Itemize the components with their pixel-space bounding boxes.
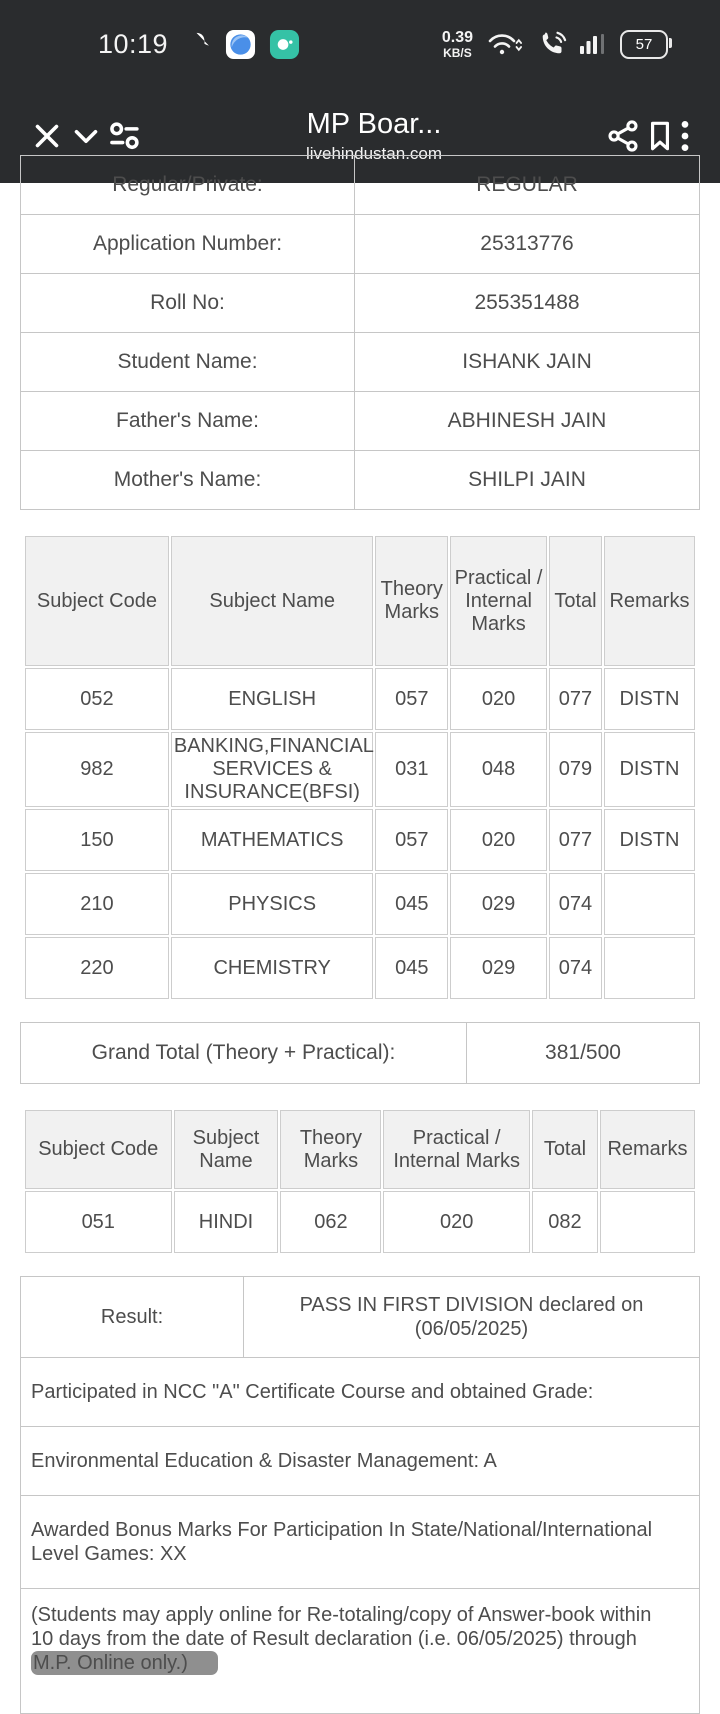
network-speed-unit: KB/S	[443, 45, 472, 60]
network-speed-value: 0.39	[441, 28, 473, 46]
note-bonus-marks: Awarded Bonus Marks For Participation In State/National/International Level Games: XX	[21, 1496, 700, 1589]
practical-marks: 020	[450, 668, 547, 730]
practical-marks: 029	[450, 873, 547, 935]
total-marks: 077	[549, 809, 602, 871]
theory-marks: 057	[375, 668, 448, 730]
column-header: Theory Marks	[280, 1110, 381, 1189]
field-label: Student Name:	[21, 333, 355, 392]
theory-marks: 062	[280, 1191, 381, 1253]
field-label: Regular/Private:	[21, 156, 355, 215]
note-row	[21, 1589, 700, 1714]
total-marks: 082	[532, 1191, 598, 1253]
signal-bars-icon	[580, 32, 607, 56]
close-icon[interactable]	[28, 117, 66, 155]
column-header: Theory Marks	[375, 536, 448, 666]
subject-code: 150	[25, 809, 169, 871]
share-icon[interactable]	[604, 117, 642, 155]
subject-code: 051	[25, 1191, 172, 1253]
subject-name: HINDI	[174, 1191, 279, 1253]
remarks	[600, 1191, 695, 1253]
highlighted-text: M.P. Online only.)	[31, 1651, 218, 1675]
overflow-menu-icon[interactable]	[678, 117, 692, 155]
column-header: Remarks	[600, 1110, 695, 1189]
table-row	[21, 333, 700, 392]
teal-app-icon	[269, 29, 300, 60]
status-bar-right	[442, 29, 668, 59]
snapchat-icon	[181, 29, 212, 60]
table-row	[21, 274, 700, 333]
note-ncc: Participated in NCC "A" Certificate Course and obtained Grade:	[21, 1358, 700, 1427]
column-header: Practical / Internal Marks	[383, 1110, 530, 1189]
practical-marks: 020	[450, 809, 547, 871]
result-label: Result:	[21, 1277, 244, 1358]
remarks	[604, 873, 695, 935]
grand-total-table	[20, 1022, 700, 1084]
remarks: DISTN	[604, 732, 695, 807]
additional-subject-table	[23, 1108, 697, 1255]
practical-marks: 029	[450, 937, 547, 999]
column-header: Subject Code	[25, 1110, 172, 1189]
result-page-content	[0, 173, 720, 1674]
field-label: Mother's Name:	[21, 451, 355, 510]
status-time: 10:19	[98, 28, 169, 59]
subject-name: MATHEMATICS	[171, 809, 374, 871]
note-retotaling-text: (Students may apply online for Re-totaling/copy of Answer-book within 10 days from the date of Result declaration (i.e. 06/05/2025) through	[31, 1604, 652, 1650]
field-value: ISHANK JAIN	[355, 333, 700, 392]
note-row	[21, 1496, 700, 1589]
browser-app-icon	[225, 29, 256, 60]
table-header-row	[25, 536, 695, 666]
subject-name: BANKING,FINANCIAL SERVICES & INSURANCE(BFSI)	[171, 732, 374, 807]
field-value: REGULAR	[355, 156, 700, 215]
table-row	[25, 1191, 695, 1253]
student-info-table	[20, 155, 700, 510]
column-header: Subject Code	[25, 536, 169, 666]
field-value: SHILPI JAIN	[355, 451, 700, 510]
grand-total-value: 381/500	[467, 1023, 700, 1084]
page-title: MP Boar...	[306, 107, 442, 140]
page-domain: livehindustan.com	[305, 143, 443, 163]
table-row	[25, 873, 695, 935]
subject-code: 052	[25, 668, 169, 730]
subject-name: CHEMISTRY	[171, 937, 374, 999]
column-header: Total	[549, 536, 602, 666]
column-header: Subject Name	[171, 536, 374, 666]
table-row	[21, 392, 700, 451]
theory-marks: 031	[375, 732, 448, 807]
subject-code: 982	[25, 732, 169, 807]
practical-marks: 020	[383, 1191, 530, 1253]
field-label: Father's Name:	[21, 392, 355, 451]
theory-marks: 057	[375, 809, 448, 871]
practical-marks: 048	[450, 732, 547, 807]
total-marks: 074	[549, 873, 602, 935]
note-environment: Environmental Education & Disaster Management: A	[21, 1427, 700, 1496]
note-retotaling	[21, 1589, 700, 1714]
note-row	[21, 1427, 700, 1496]
table-row	[25, 937, 695, 999]
field-value: 25313776	[355, 215, 700, 274]
result-row	[21, 1277, 700, 1358]
table-header-row	[25, 1110, 695, 1189]
table-row	[21, 1023, 700, 1084]
total-marks: 079	[549, 732, 602, 807]
battery-percent: 57	[635, 35, 653, 53]
battery-icon	[620, 30, 668, 59]
result-table	[20, 1276, 700, 1714]
subject-name: ENGLISH	[171, 668, 374, 730]
theory-marks: 045	[375, 937, 448, 999]
table-row	[25, 732, 695, 807]
remarks: DISTN	[604, 809, 695, 871]
column-header: Remarks	[604, 536, 695, 666]
column-header: Total	[532, 1110, 598, 1189]
column-header: Subject Name	[174, 1110, 279, 1189]
table-row	[21, 156, 700, 215]
field-value: 255351488	[355, 274, 700, 333]
customize-icon[interactable]	[106, 117, 144, 155]
wifi-calling-icon	[537, 29, 567, 59]
subject-name: PHYSICS	[171, 873, 374, 935]
note-row	[21, 1358, 700, 1427]
result-value: PASS IN FIRST DIVISION declared on (06/05/2025)	[244, 1277, 700, 1358]
field-label: Application Number:	[21, 215, 355, 274]
remarks: DISTN	[604, 668, 695, 730]
wifi-icon	[486, 30, 524, 58]
table-row	[21, 215, 700, 274]
network-speed	[442, 30, 473, 59]
theory-marks: 045	[375, 873, 448, 935]
subject-code: 210	[25, 873, 169, 935]
status-bar-left	[98, 29, 300, 60]
total-marks: 074	[549, 937, 602, 999]
field-label: Roll No:	[21, 274, 355, 333]
marks-table	[23, 534, 697, 1001]
table-row	[25, 668, 695, 730]
field-value: ABHINESH JAIN	[355, 392, 700, 451]
chevron-down-icon[interactable]	[66, 117, 106, 155]
remarks	[604, 937, 695, 999]
subject-code: 220	[25, 937, 169, 999]
column-header: Practical / Internal Marks	[450, 536, 547, 666]
bookmark-icon[interactable]	[642, 117, 678, 155]
status-bar	[0, 0, 720, 88]
table-row	[21, 451, 700, 510]
total-marks: 077	[549, 668, 602, 730]
table-row	[25, 809, 695, 871]
grand-total-label: Grand Total (Theory + Practical):	[21, 1023, 467, 1084]
